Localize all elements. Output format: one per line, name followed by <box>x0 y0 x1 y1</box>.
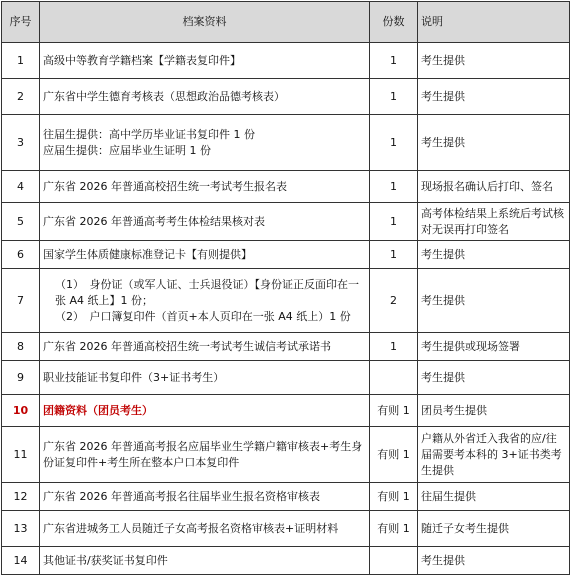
row-note: 考生提供 <box>418 79 570 115</box>
row-material: 团籍资料（团员考生） <box>40 395 370 427</box>
table-row <box>2 395 570 427</box>
row-count: 1 <box>370 203 418 241</box>
row-note: 现场报名确认后打印、签名 <box>418 171 570 203</box>
row-index: 9 <box>2 361 40 395</box>
row-note: 考生提供 <box>418 115 570 171</box>
row-index: 14 <box>2 547 40 575</box>
table-row <box>2 333 570 361</box>
row-material-line: 往届生提供：高中学历毕业证书复印件 1 份 <box>43 127 255 141</box>
header-index: 序号 <box>2 2 40 43</box>
row-material-line: 应届生提供：应届毕业生证明 1 份 <box>43 143 211 157</box>
row-index: 5 <box>2 203 40 241</box>
row-count: 2 <box>370 269 418 333</box>
row-count: 有则 1 <box>370 483 418 511</box>
row-material: 高级中等教育学籍档案【学籍表复印件】 <box>40 43 370 79</box>
table-row <box>2 511 570 547</box>
row-note: 考生提供 <box>418 547 570 575</box>
header-row <box>2 2 570 43</box>
table-row <box>2 483 570 511</box>
row-count: 1 <box>370 115 418 171</box>
row-material: 广东省 2026 年普通高考报名应届毕业生学籍户籍审核表+考生身份证复印件+考生所在整本户口本复印件 <box>40 427 370 483</box>
row-material <box>40 115 370 171</box>
table-row <box>2 203 570 241</box>
row-count: 有则 1 <box>370 511 418 547</box>
row-count: 1 <box>370 79 418 115</box>
row-index: 12 <box>2 483 40 511</box>
table-row <box>2 79 570 115</box>
documents-table <box>1 1 570 575</box>
row-material <box>40 269 370 333</box>
row-note: 考生提供 <box>418 241 570 269</box>
row-material-line: （1） 身份证（或军人证、士兵退役证）【身份证正反面印在一张 A4 纸上】1 份； <box>55 277 359 307</box>
header-note: 说明 <box>418 2 570 43</box>
table-row <box>2 269 570 333</box>
row-material: 国家学生体质健康标准登记卡【有则提供】 <box>40 241 370 269</box>
row-material: 其他证书/获奖证书复印件 <box>40 547 370 575</box>
row-count: 1 <box>370 333 418 361</box>
row-material: 广东省 2026 年普通高校招生统一考试考生诚信考试承诺书 <box>40 333 370 361</box>
table-row <box>2 115 570 171</box>
row-count: 有则 1 <box>370 395 418 427</box>
row-note: 往届生提供 <box>418 483 570 511</box>
row-note: 随迁子女考生提供 <box>418 511 570 547</box>
row-index: 4 <box>2 171 40 203</box>
header-count: 份数 <box>370 2 418 43</box>
row-material: 广东省进城务工人员随迁子女高考报名资格审核表+证明材料 <box>40 511 370 547</box>
row-note: 考生提供 <box>418 361 570 395</box>
row-count <box>370 547 418 575</box>
row-index: 1 <box>2 43 40 79</box>
row-material: 广东省 2026 年普通高考报名往届毕业生报名资格审核表 <box>40 483 370 511</box>
row-index: 2 <box>2 79 40 115</box>
row-index: 8 <box>2 333 40 361</box>
row-index: 11 <box>2 427 40 483</box>
row-count: 有则 1 <box>370 427 418 483</box>
row-index: 10 <box>2 395 40 427</box>
row-count: 1 <box>370 171 418 203</box>
row-index: 7 <box>2 269 40 333</box>
row-count: 1 <box>370 241 418 269</box>
row-count <box>370 361 418 395</box>
row-count: 1 <box>370 43 418 79</box>
table-row <box>2 547 570 575</box>
table-row <box>2 171 570 203</box>
row-material: 广东省 2026 年普通高校招生统一考试考生报名表 <box>40 171 370 203</box>
row-note: 考生提供 <box>418 269 570 333</box>
table-row <box>2 43 570 79</box>
row-material: 广东省 2026 年普通高考考生体检结果核对表 <box>40 203 370 241</box>
row-note: 考生提供或现场签署 <box>418 333 570 361</box>
row-note: 团员考生提供 <box>418 395 570 427</box>
row-index: 6 <box>2 241 40 269</box>
row-material: 广东省中学生德育考核表（思想政治品德考核表） <box>40 79 370 115</box>
row-note: 考生提供 <box>418 43 570 79</box>
table-row <box>2 361 570 395</box>
row-index: 3 <box>2 115 40 171</box>
table-row <box>2 241 570 269</box>
table-row <box>2 427 570 483</box>
row-material-line: （2） 户口簿复印件（首页+本人页印在一张 A4 纸上）1 份 <box>55 309 351 323</box>
row-material: 职业技能证书复印件（3+证书考生） <box>40 361 370 395</box>
row-note: 户籍从外省迁入我省的应/往届需要考本科的 3+证书类考生提供 <box>418 427 570 483</box>
header-material: 档案资料 <box>40 2 370 43</box>
row-index: 13 <box>2 511 40 547</box>
row-note: 高考体检结果上系统后考试核对无误再打印签名 <box>418 203 570 241</box>
